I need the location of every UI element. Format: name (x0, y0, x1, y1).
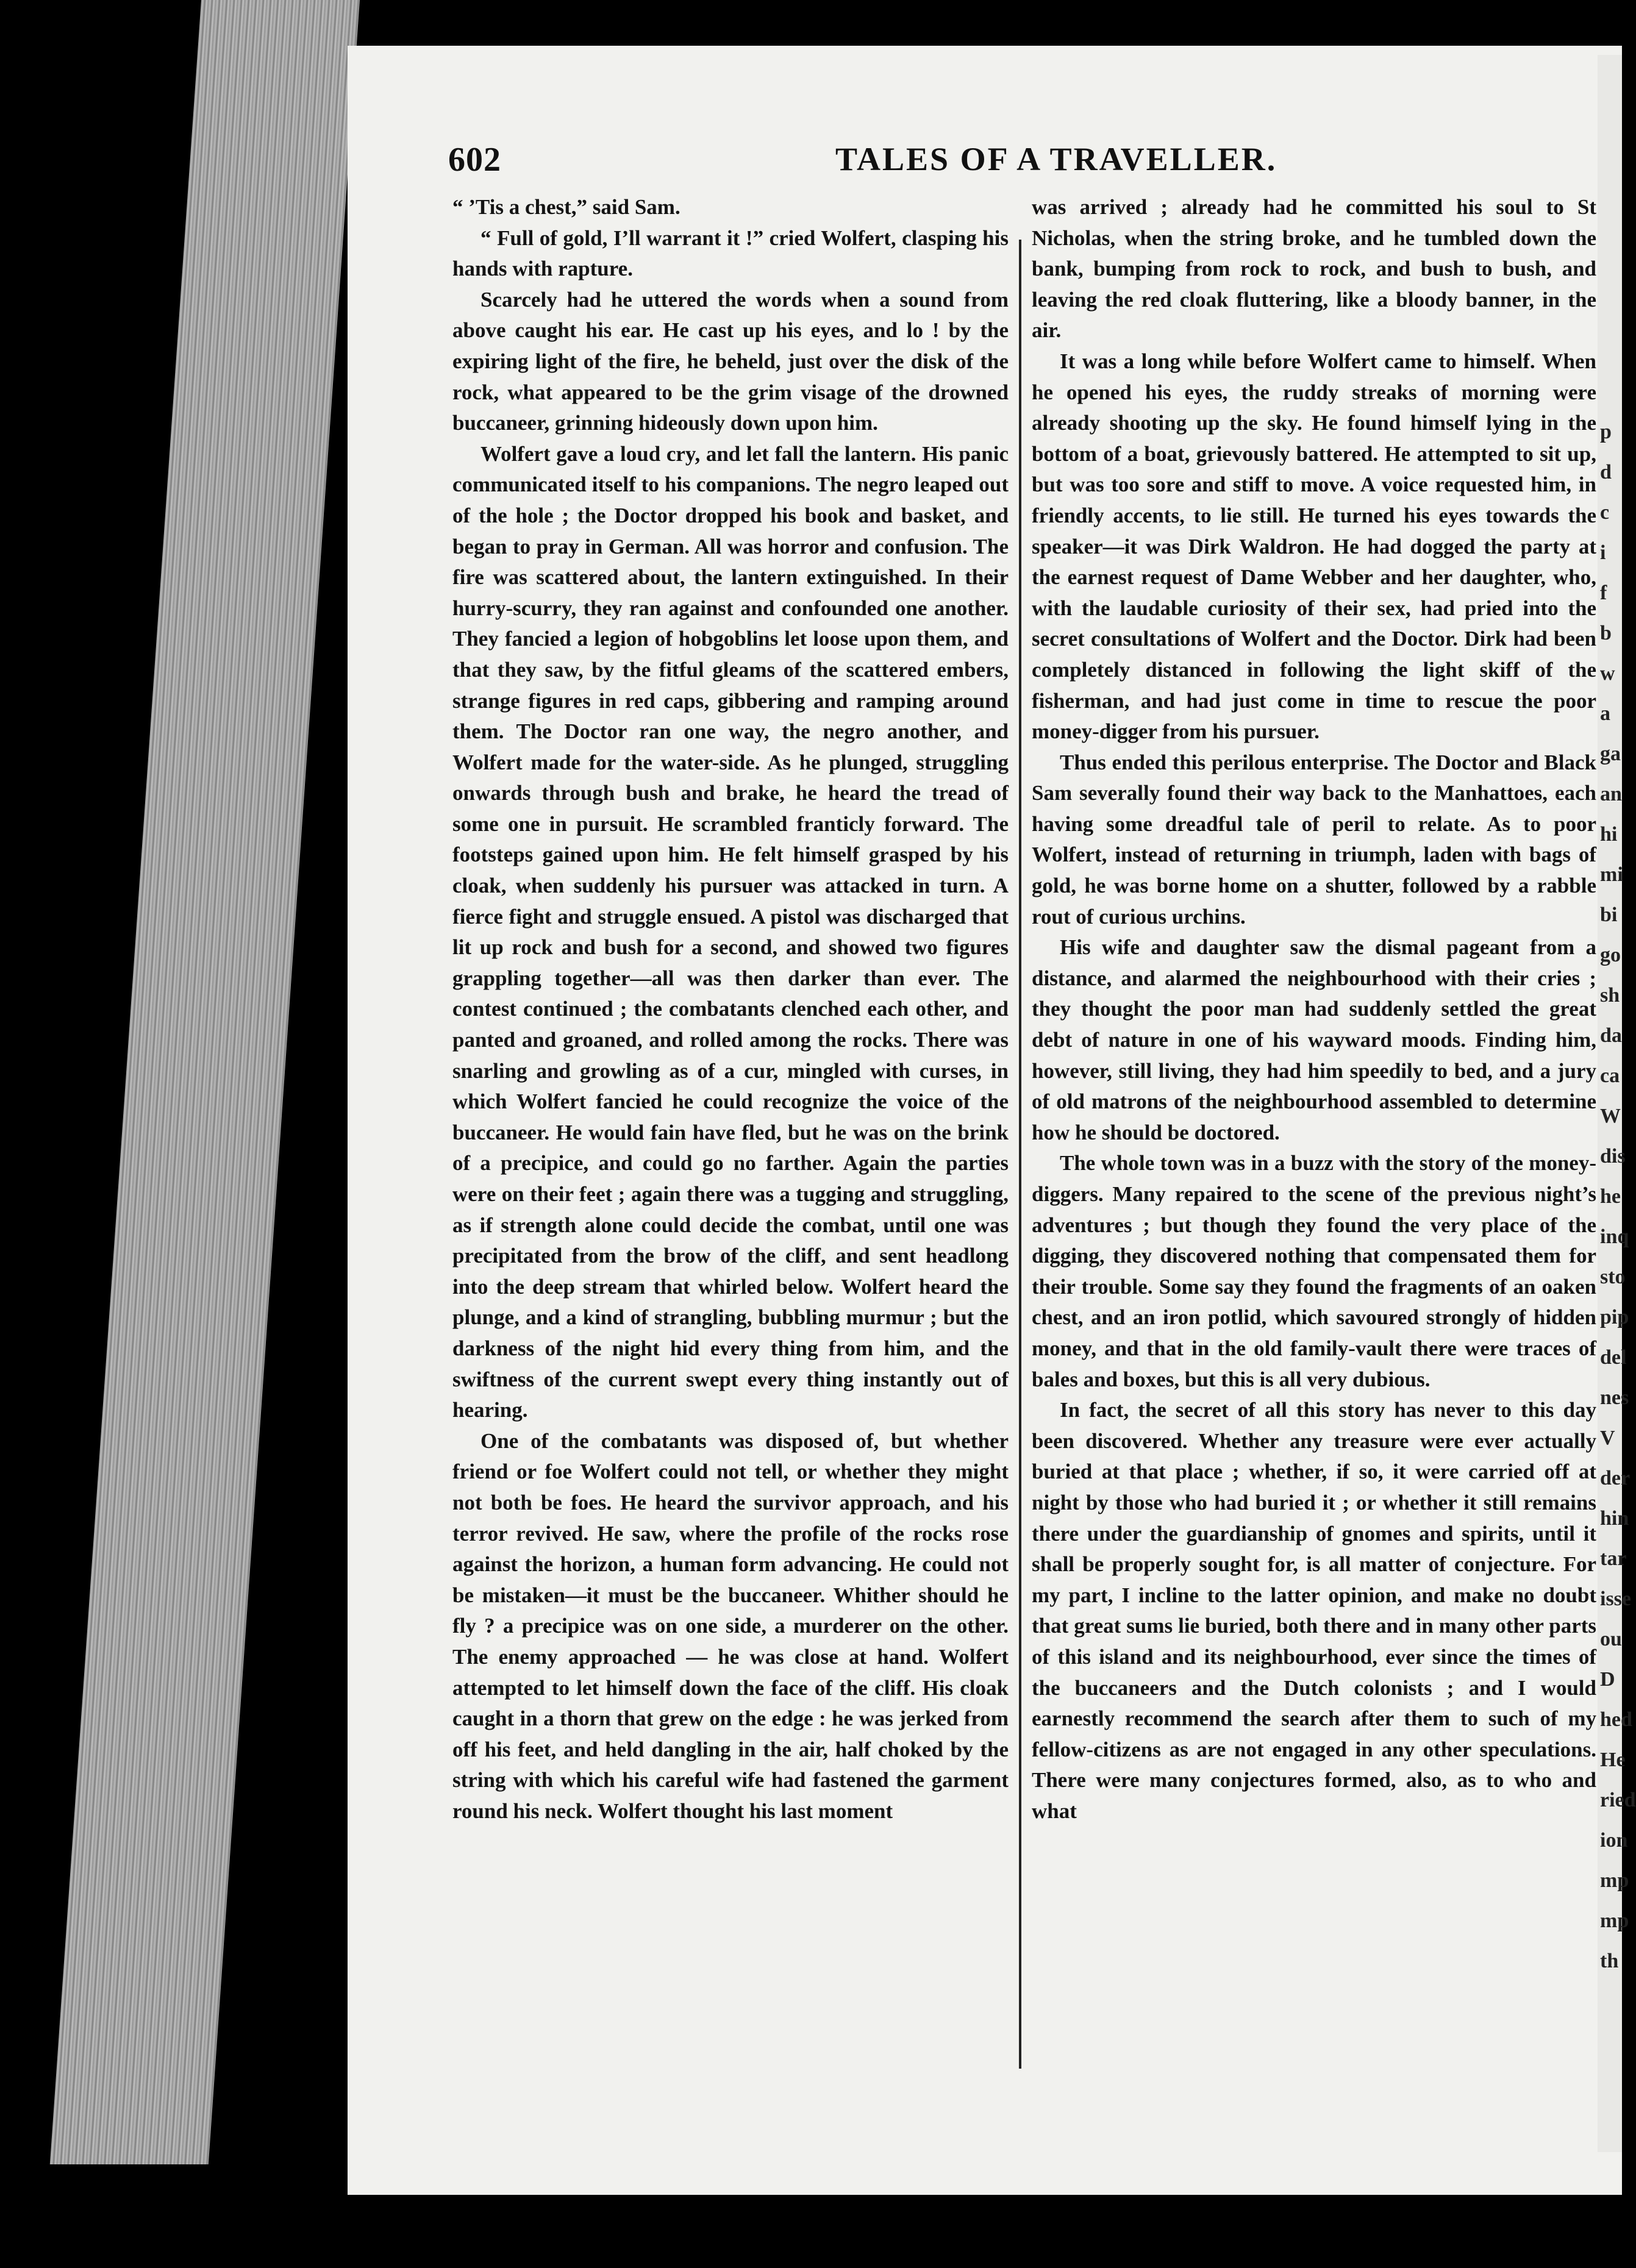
next-page-fragment: pip (1600, 1306, 1629, 1328)
paragraph: was arrived ; already had he committed his soul to St Nicholas, when the string broke, and he tumbled down the bank, bumping from rock to rock, and bush to bush, and leaving the red cloak fluttering, like a bloody banner, in the air. (1032, 195, 1596, 343)
next-page-fragment: hi (1600, 823, 1618, 846)
paragraph: Wolfert gave a loud cry, and let fall the lantern. His panic communicated itself to his companions. The negro leaped out of the hole ; the Doctor dropped his book and basket, and began to pray in German. All was horror and confusion. The fire was scattered about, the lantern extinguished. In their hurry-scurry, they ran against and confounded one another. They fancied a legion of hobgoblins let loose upon them, and that they saw, by the fitful gleams of the scattered embers, strange figures in red caps, gibbering and ramping around them. The Doctor ran one way, the negro another, and Wolfert made for the water-side. As he plunged, struggling onwards through bush and brake, he heard the tread of some one in pursuit. He scrambled franticly forward. The footsteps gained upon him. He felt himself grasped by his cloak, when suddenly his pursuer was attacked in turn. A fierce fight and struggle ensued. A pistol was discharged that lit up rock and bush for a second, and showed two figures grappling together—all was then darker than ever. The contest continued ; the combatants clenched each other, and panted and groaned, and rolled among the rocks. There was snarling and growling as of a cur, mingled with curses, in which Wolfert fancied he could recognize the voice of the buccaneer. He would fain have fled, but he was on the brink of a precipice, and could go no farther. Again the parties were on their feet ; again there was a tugging and struggling, as if strength alone could decide the combat, until one was precipitated from the brow of the cliff, and sent headlong into the deep stream that whirled below. Wolfert heard the plunge, and a kind of strangling, bubbling murmur ; but the darkness of the night hid every thing from him, and the swiftness of the current swept every thing instantly out of hearing. (452, 441, 1009, 1422)
book-edge (50, 0, 360, 2164)
next-page-fragment: ried (1600, 1789, 1636, 1811)
running-title: TALES OF A TRAVELLER. (835, 141, 1277, 177)
left-column (452, 192, 1009, 2070)
next-page-fragment: inq (1600, 1225, 1629, 1248)
next-page-fragment: ga (1600, 743, 1621, 765)
next-page-fragment: bi (1600, 904, 1618, 926)
next-page-fragment: hin (1600, 1507, 1629, 1530)
next-page-fragment: i (1600, 541, 1606, 564)
next-page-fragment: nes (1600, 1386, 1629, 1409)
next-page-fragment: sh (1600, 984, 1620, 1007)
paragraph: Scarcely had he uttered the words when a sound from above caught his ear. He cast up his eyes, and lo ! by the expiring light of the fire, he beheld, just over the disk of the rock, what appeared to be the grim visage of the drowned buccaneer, grinning hideously down upon him. (452, 287, 1009, 435)
next-page-fragment: ca (1600, 1064, 1620, 1087)
next-page-fragment: a (1600, 702, 1610, 725)
next-page-fragment: mi (1600, 863, 1623, 886)
paragraph: It was a long while before Wolfert came to himself. When he opened his eyes, the ruddy streaks of morning were already shooting up the sky. He found himself lying in the bottom of a boat, grievously battered. He attempted to sit up, but was too sore and stiff to move. A voice requested him, in friendly accents, to lie still. He turned his eyes towards the speaker—it was Dirk Waldron. He had dogged the party at the earnest request of Dame Webber and her daughter, who, with the laudable curiosity of their sex, had pried into the secret consultations of Wolfert and the Doctor. Dirk had been completely distanced in following the light skiff of the fisherman, and had just come in time to rescue the poor money-digger from his pursuer. (1032, 349, 1596, 744)
paragraph: His wife and daughter saw the dismal pageant from a distance, and alarmed the neighbourhood with their cries ; they thought the poor man had suddenly settled the great debt of nature in one of his wayward moods. Finding him, however, still living, they had him speedily to bed, and a jury of old matrons of the neighbourhood assembled to determine how he should be doctored. (1032, 935, 1596, 1144)
next-page-fragment: go (1600, 944, 1621, 966)
paragraph: “ ’Tis a chest,” said Sam. (452, 195, 680, 219)
next-page-fragment: tar (1600, 1547, 1627, 1570)
next-page-fragment: c (1600, 501, 1610, 524)
right-column (1032, 192, 1596, 2070)
paragraph: In fact, the secret of all this story has never to this day been discovered. Whether any treasure were ever actually buried at that place ; whether, if so, it were carried off at night by those who had buried it ; or whether it still remains there under the guardianship of gnomes and spirits, until it shall be properly sought for, is all matter of conjecture. For my part, I incline to the latter opinion, and make no doubt that great sums lie buried, both there and in many other parts of this island and its neighbourhood, ever since the times of the buccaneers and the Dutch colonists ; and I would earnestly recommend the search after them to such of my fellow-citizens as are not engaged in any other speculations. There were many conjectures formed, also, as to who and what (1032, 1398, 1596, 1823)
next-page-fragment: isse (1600, 1588, 1631, 1610)
next-page-fragment: ion (1600, 1829, 1628, 1852)
next-page-fragment: He (1600, 1749, 1626, 1771)
next-page-fragment: an (1600, 783, 1622, 805)
next-page-fragment: p (1600, 421, 1612, 443)
next-page-fragment: mp (1600, 1910, 1629, 1932)
paragraph: One of the combatants was disposed of, but whether friend or foe Wolfert could not tell, or whether they might not both be foes. He heard the survivor approach, and his terror revived. He saw, where the profile of the rocks rose against the horizon, a human form advancing. He could not be mistaken—it must be the buccaneer. Whither should he fly ? a precipice was on one side, a murderer on the other. The enemy approached — he was close at hand. Wolfert attempted to let himself down the face of the cliff. His cloak caught in a thorn that grew on the edge : he was jerked from off his feet, and held dangling in the air, half choked by the string with which his careful wife had fastened the garment round his neck. Wolfert thought his last moment (452, 1428, 1009, 1823)
next-page-fragment: del (1600, 1346, 1627, 1369)
next-page-fragment: hed (1600, 1708, 1632, 1731)
column-divider (1019, 240, 1021, 2069)
paragraph: “ Full of gold, I’ll warrant it !” cried Wolfert, clasping his hands with rapture. (452, 226, 1009, 281)
next-page-fragment: th (1600, 1950, 1619, 1972)
next-page-fragment: W (1600, 1105, 1621, 1127)
next-page-fragment: d (1600, 461, 1612, 483)
next-page-fragment: D (1600, 1668, 1615, 1691)
page (348, 46, 1622, 2195)
paragraph: Thus ended this perilous enterprise. The Doctor and Black Sam severally found their way back to the Manhattoes, each having some dreadful tale of peril to relate. As to poor Wolfert, instead of returning in triumph, laden with bags of gold, he was borne home on a shutter, followed by a rabble rout of curious urchins. (1032, 750, 1596, 929)
next-page-fragment: dis (1600, 1145, 1626, 1168)
next-page-fragment: V (1600, 1427, 1615, 1449)
next-page-fragment: he (1600, 1185, 1621, 1208)
next-page-fragment: w (1600, 662, 1615, 685)
next-page-fragment: f (1600, 582, 1607, 604)
next-page-fragment: ou (1600, 1628, 1622, 1650)
page-header (348, 140, 1622, 189)
next-page-edge (1598, 55, 1636, 2152)
next-page-fragment: der (1600, 1467, 1631, 1489)
next-page-fragment: da (1600, 1024, 1622, 1047)
paragraph: The whole town was in a buzz with the story of the money-diggers. Many repaired to the scene of the previous night’s adventures ; but though they found the very place of the digging, they discovered nothing that compensated them for their trouble. Some say they found the fragments of an oaken chest, and an iron potlid, which savoured strongly of hidden money, and that in the old family-vault there were traces of bales and boxes, but this is all very dubious. (1032, 1151, 1596, 1391)
next-page-fragment: b (1600, 622, 1612, 644)
next-page-fragment: sto (1600, 1266, 1626, 1288)
page-number: 602 (448, 141, 501, 179)
next-page-fragment: mp (1600, 1869, 1629, 1892)
